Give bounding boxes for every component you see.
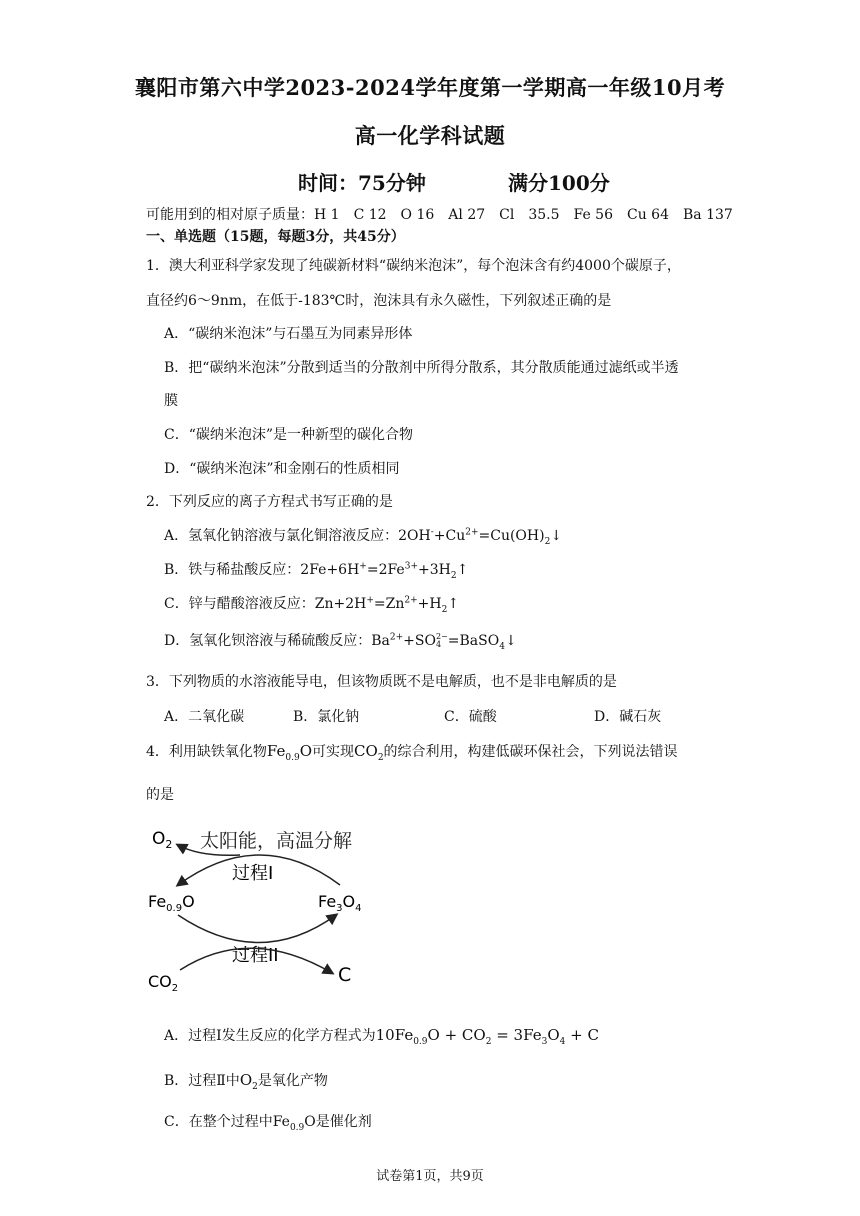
o2-label: $O_2$ (152, 829, 173, 851)
exam-score: 满分100分 (508, 171, 610, 195)
q2-a-equation: $2OH^-+Cu^{2+}=Cu(OH)_2↓$ (398, 527, 563, 547)
diagram-top-label: 太阳能，高温分解 (200, 830, 353, 852)
q4-stem-line2: 的是 (146, 787, 174, 803)
q1-option-a: A．“碳纳米泡沫”与石墨互为同素异形体 (164, 326, 413, 342)
c-product-label: C (338, 964, 352, 986)
q1-option-d: D．“碳纳米泡沫”和金刚石的性质相同 (164, 461, 400, 477)
fe09o-label: $Fe_{0.9}O$ (148, 892, 195, 914)
section-heading: 一、单选题（15题，每题3分，共45分） (146, 229, 405, 245)
q3-option-b: B．氯化钠 (293, 709, 360, 725)
process-2-label: 过程II (232, 945, 279, 966)
q2-option-c: C．锌与醋酸溶液反应：$Zn+2H^+=Zn^{2+}+H_2↑$ (164, 595, 460, 615)
q2-b-equation: $2Fe+6H^+=2Fe^{3+}+3H_2↑$ (300, 561, 469, 581)
q2-c-equation: $Zn+2H^+=Zn^{2+}+H_2↑$ (314, 595, 460, 615)
q2-stem: 2．下列反应的离子方程式书写正确的是 (146, 494, 393, 510)
page-footer: 试卷第1页，共9页 (376, 1169, 484, 1184)
q4-option-a: A．过程Ⅰ发生反应的化学方程式为$10Fe_{0.9}O + CO_2 = 3Fe_3O_4 + C$ (164, 1026, 599, 1047)
q2-option-b: B．铁与稀盐酸反应：$2Fe+6H^+=2Fe^{3+}+3H_2↑$ (164, 561, 469, 581)
q3-option-c: C．硫酸 (444, 709, 497, 725)
process-1-label: 过程I (232, 863, 274, 884)
exam-title: 襄阳市第六中学2023-2024学年度第一学期高一年级10月考 (134, 75, 726, 100)
q4-option-c: C．在整个过程中$Fe_{0.9}O$是催化剂 (164, 1114, 372, 1133)
q1-stem-line2: 直径约6～9nm，在低于-183℃时，泡沫具有永久磁性，下列叙述正确的是 (146, 293, 612, 309)
q3-option-a: A．二氧化碳 (164, 709, 245, 725)
q1-option-b-line2: 膜 (164, 393, 178, 409)
q3-stem: 3．下列物质的水溶液能导电，但该物质既不是电解质，也不是非电解质的是 (146, 674, 617, 690)
q2-d-equation: $Ba^{2+}+SO$ 2− 4 =BaSO$_4$↓ (371, 632, 517, 652)
exam-time: 时间：75分钟 (298, 171, 426, 195)
q1-stem-line1: 1．澳大利亚科学家发现了纯碳新材料“碳纳米泡沫”，每个泡沫含有约4000个碳原子， (146, 258, 681, 274)
q2-option-a: A．氢氧化钠溶液与氯化铜溶液反应：$2OH^-+Cu^{2+}=Cu(OH)_2↓$ (164, 527, 563, 547)
q3-option-d: D．碱石灰 (594, 709, 662, 725)
q1-option-b-line1: B．把“碳纳米泡沫”分散到适当的分散剂中所得分散系，其分散质能通过滤纸或半透 (164, 360, 679, 376)
q4-stem-line1: 4．利用缺铁氧化物$Fe_{0.9}O$可实现$CO_2$的综合利用，构建低碳环保社会，下列说法错误 (146, 742, 678, 763)
q4-option-b: B．过程Ⅱ中$O_2$是氧化产物 (164, 1071, 328, 1092)
process-2-arrow (178, 915, 336, 943)
co2-label: $CO_2$ (148, 972, 179, 994)
q2-option-d: D．氢氧化钡溶液与稀硫酸反应：$Ba^{2+}+SO$ 2− 4 =BaSO$_4$↓ (164, 632, 517, 652)
q1-option-c: C．“碳纳米泡沫”是一种新型的碳化合物 (164, 427, 414, 443)
atomic-masses: 可能用到的相对原子质量：H 1 C 12 O 16 Al 27 Cl 35.5 Fe 56 Cu 64 Ba 137 (146, 207, 733, 223)
q4-cycle-diagram (140, 815, 380, 995)
fe3o4-label: $Fe_3O_4$ (318, 892, 362, 914)
exam-subtitle: 高一化学科试题 (354, 123, 506, 148)
